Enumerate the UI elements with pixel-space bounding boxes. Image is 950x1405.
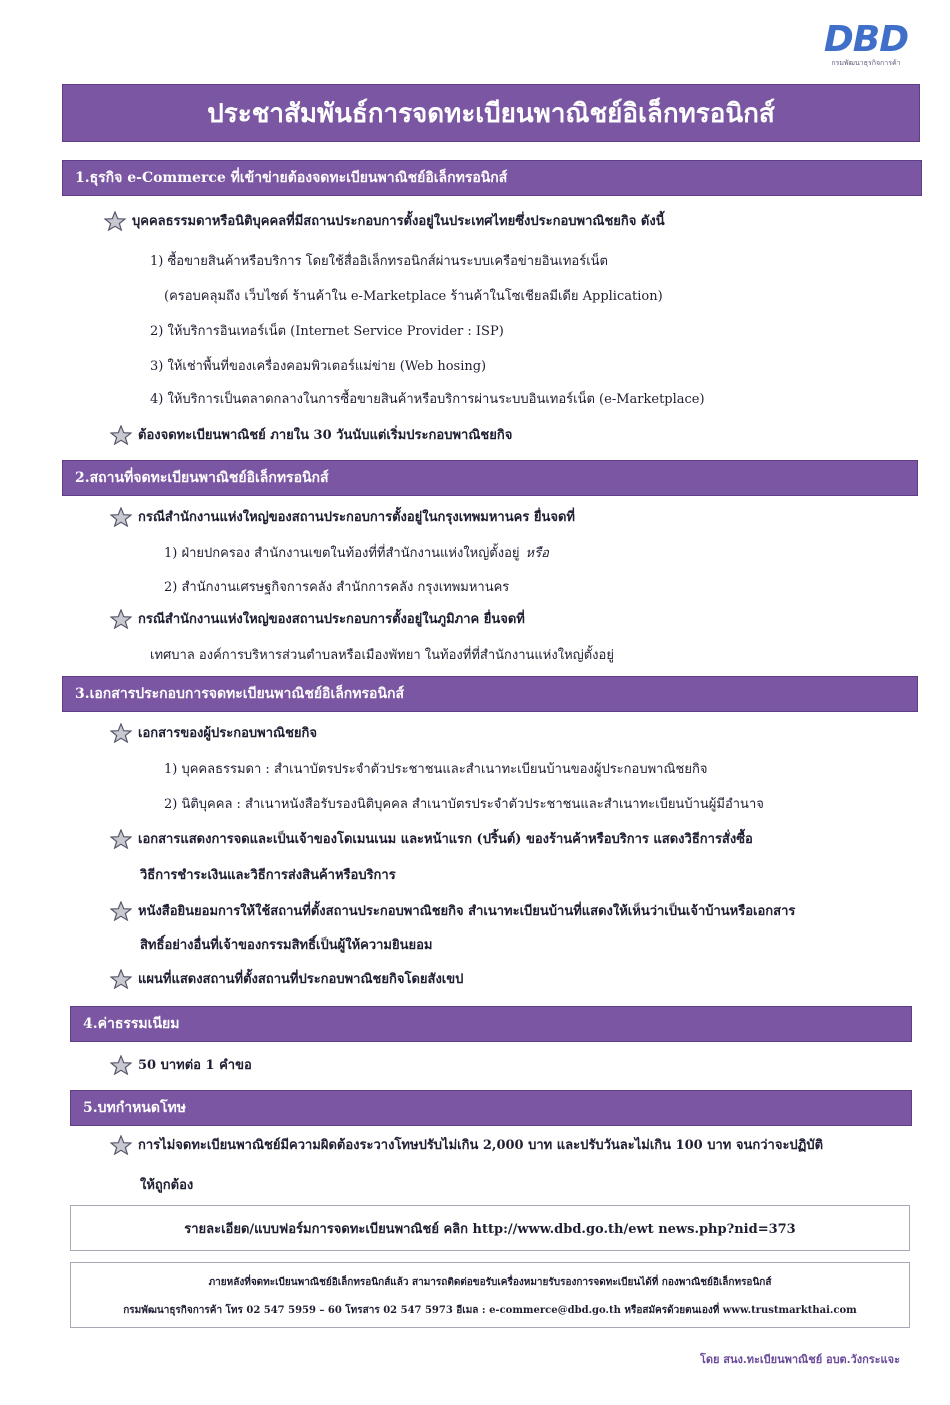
section-3-bullet-3 — [110, 900, 795, 921]
bullet-text: บุคคลธรรมดาหรือนิติบุคคลที่มีสถานประกอบการตั้งอยู่ในประเทศไทยซึ่งประกอบพาณิชยกิจ ดังนี้ — [132, 214, 665, 229]
star-icon — [110, 425, 132, 445]
star-icon — [110, 609, 132, 629]
contact-line-2: กรมพัฒนาธุรกิจการค้า โทร 02 547 5959 – 60 โทรสาร 02 547 5973 อีเมล : e-commerce@dbd.go.th หรือสมัครด้วยตนเองที่ www.trustmarkthai.com — [123, 1305, 857, 1316]
star-icon — [110, 1135, 132, 1155]
list-item: (ครอบคลุมถึง เว็บไซต์ ร้านค้าใน e-Marketplace ร้านค้าในโซเชียลมีเดีย Application) — [164, 289, 663, 304]
list-item: 1) ซื้อขายสินค้าหรือบริการ โดยใช้สื่ออิเล็กทรอนิกส์ผ่านระบบเครือข่ายอินเทอร์เน็ต — [150, 254, 608, 269]
star-icon — [110, 829, 132, 849]
registration-link[interactable]: รายละเอียด/แบบฟอร์มการจดทะเบียนพาณิชย์ คลิก http://www.dbd.go.th/ewt news.php?nid=373 — [70, 1205, 910, 1251]
list-item: ให้ถูกต้อง — [140, 1178, 194, 1193]
star-icon — [110, 723, 132, 743]
list-item: 4) ให้บริการเป็นตลาดกลางในการซื้อขายสินค้าหรือบริการผ่านระบบอินเทอร์เน็ต (e-Marketplace) — [150, 392, 705, 407]
dbd-logo — [820, 20, 912, 69]
section-5-heading: 5.บทกำหนดโทษ — [70, 1090, 912, 1126]
list-item: 2) สำนักงานเศรษฐกิจการคลัง สำนักการคลัง กรุงเทพมหานคร — [164, 580, 510, 595]
bullet-text: เอกสารแสดงการจดและเป็นเจ้าของโดเมนเนม และหน้าแรก (ปริ้นต์) ของร้านค้าหรือบริการ แสดงวิธีการสั่งซื้อ — [138, 832, 753, 847]
section-5-bullet-1 — [110, 1134, 823, 1155]
section-3-bullet-1 — [110, 722, 317, 743]
section-1-heading: 1.ธุรกิจ e-Commerce ที่เข้าข่ายต้องจดทะเบียนพาณิชย์อิเล็กทรอนิกส์ — [62, 160, 922, 196]
section-1-bullet-1 — [104, 210, 665, 231]
section-4-heading: 4.ค่าธรรมเนียม — [70, 1006, 912, 1042]
section-2-bullet-2 — [110, 608, 525, 629]
list-item: เทศบาล องค์การบริหารส่วนตำบลหรือเมืองพัทยา ในท้องที่ที่สำนักงานแห่งใหญ่ตั้งอยู่ — [150, 648, 614, 663]
section-3-heading: 3.เอกสารประกอบการจดทะเบียนพาณิชย์อิเล็กทรอนิกส์ — [62, 676, 918, 712]
section-4-bullet-1 — [110, 1054, 252, 1075]
bullet-text: 50 บาทต่อ 1 คำขอ — [138, 1058, 252, 1073]
star-icon — [110, 1055, 132, 1075]
list-item: 1) บุคคลธรรมดา : สำเนาบัตรประจำตัวประชาชนและสำเนาทะเบียนบ้านของผู้ประกอบพาณิชยกิจ — [164, 762, 708, 777]
list-item-or: หรือ — [525, 546, 549, 561]
logo-mark: DBD — [823, 19, 909, 60]
list-item: วิธีการชำระเงินและวิธีการส่งสินค้าหรือบริการ — [140, 868, 396, 883]
star-icon — [110, 969, 132, 989]
bullet-text: กรณีสำนักงานแห่งใหญ่ของสถานประกอบการตั้งอยู่ในภูมิภาค ยื่นจดที่ — [138, 612, 525, 627]
list-item — [164, 542, 549, 563]
star-icon — [110, 507, 132, 527]
star-icon — [110, 901, 132, 921]
section-3-bullet-4 — [110, 968, 463, 989]
list-item: สิทธิ์อย่างอื่นที่เจ้าของกรรมสิทธิ์เป็นผู้ให้ความยินยอม — [140, 938, 433, 953]
star-icon — [104, 211, 126, 231]
bullet-text: แผนที่แสดงสถานที่ตั้งสถานที่ประกอบพาณิชยกิจโดยสังเขป — [138, 972, 464, 987]
list-item-text: 1) ฝ่ายปกครอง สำนักงานเขตในท้องที่ที่สำนักงานแห่งใหญ่ตั้งอยู่ — [164, 546, 520, 561]
section-2-bullet-1 — [110, 506, 575, 527]
list-item: 3) ให้เช่าพื้นที่ของเครื่องคอมพิวเตอร์แม่ข่าย (Web hosing) — [150, 359, 487, 374]
list-item: 2) นิติบุคคล : สำเนาหนังสือรับรองนิติบุคคล สำเนาบัตรประจำตัวประชาชนและสำเนาทะเบียนบ้านผู้มีอำนาจ — [164, 797, 764, 812]
bullet-text: ต้องจดทะเบียนพาณิชย์ ภายใน 30 วันนับแต่เริ่มประกอบพาณิชยกิจ — [138, 428, 513, 443]
bullet-text: กรณีสำนักงานแห่งใหญ่ของสถานประกอบการตั้งอยู่ในกรุงเทพมหานคร ยื่นจดที่ — [138, 510, 575, 525]
section-3-bullet-2 — [110, 828, 753, 849]
footer-credit: โดย สนง.ทะเบียนพาณิชย์ อบต.วังกระแจะ — [699, 1353, 900, 1366]
logo-subtitle: กรมพัฒนาธุรกิจการค้า — [831, 59, 901, 67]
bullet-text: หนังสือยินยอมการให้ใช้สถานที่ตั้งสถานประกอบพาณิชยกิจ สำเนาทะเบียนบ้านที่แสดงให้เห็นว่าเป็นเจ้าบ้านหรือเอกสาร — [138, 904, 796, 919]
contact-box — [70, 1262, 910, 1328]
section-2-heading: 2.สถานที่จดทะเบียนพาณิชย์อิเล็กทรอนิกส์ — [62, 460, 918, 496]
contact-line-1: ภายหลังที่จดทะเบียนพาณิชย์อิเล็กทรอนิกส์แล้ว สามารถติดต่อขอรับเครื่องหมายรับรองการจดทะเบียนได้ที่ กองพาณิชย์อิเล็กทรอนิกส์ — [208, 1277, 772, 1288]
page-title: ประชาสัมพันธ์การจดทะเบียนพาณิชย์อิเล็กทรอนิกส์ — [62, 84, 920, 142]
section-1-bullet-2 — [110, 424, 512, 445]
list-item: 2) ให้บริการอินเทอร์เน็ต (Internet Service Provider : ISP) — [150, 324, 504, 339]
bullet-text: เอกสารของผู้ประกอบพาณิชยกิจ — [138, 726, 318, 741]
bullet-text: การไม่จดทะเบียนพาณิชย์มีความผิดต้องระวางโทษปรับไม่เกิน 2,000 บาท และปรับวันละไม่เกิน 100 บาท จนกว่าจะปฏิบัติ — [138, 1138, 824, 1153]
